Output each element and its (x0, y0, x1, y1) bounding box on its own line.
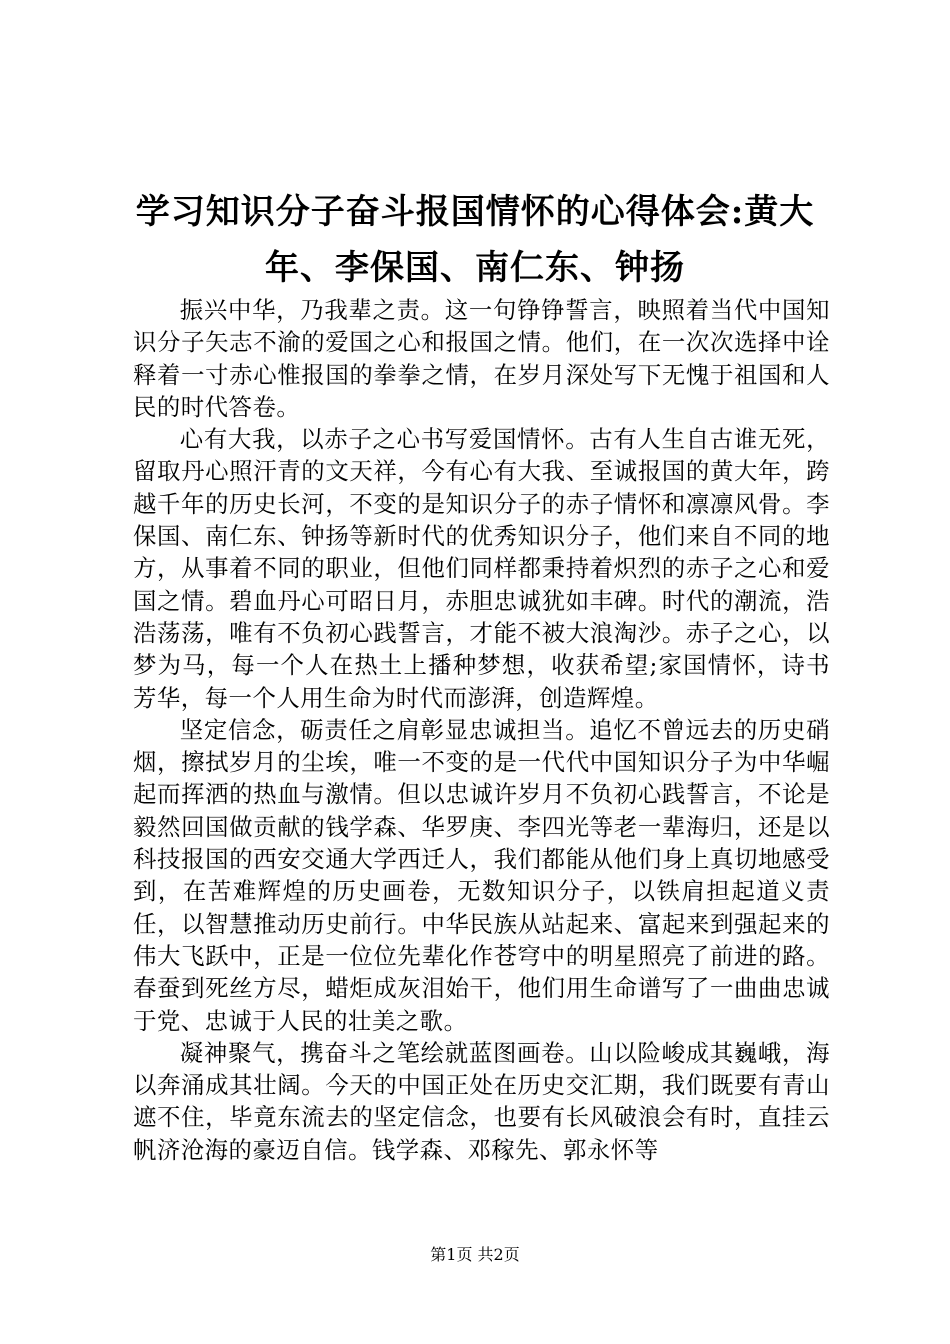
document-title: 学习知识分子奋斗报国情怀的心得体会:黄大年、李保国、南仁东、钟扬 (135, 192, 815, 288)
paragraph-4: 凝神聚气，携奋斗之笔绘就蓝图画卷。山以险峻成其巍峨，海以奔涌成其壮阔。今天的中国正处在历史交汇期，我们既要有青山遮不住，毕竟东流去的坚定信念，也要有长风破浪会有时，直挂云帆济沧海的豪迈自信。钱学森、邓稼先、郭永怀等 (133, 1038, 830, 1164)
paragraph-2: 心有大我，以赤子之心书写爱国情怀。古有人生自古谁无死，留取丹心照汗青的文天祥，今有心有大我、至诚报国的黄大年，跨越千年的历史长河，不变的是知识分子的赤子情怀和凛凛风骨。李保国、南仁东、钟扬等新时代的优秀知识分子，他们来自不同的地方，从事着不同的职业，但他们同样都秉持着炽烈的赤子之心和爱国之情。碧血丹心可昭日月，赤胆忠诚犹如丰碑。时代的潮流，浩浩荡荡，唯有不负初心践誓言，才能不被大浪淘沙。赤子之心，以梦为马，每一个人在热土上播种梦想，收获希望;家国情怀，诗书芳华，每一个人用生命为时代而澎湃，创造辉煌。 (133, 425, 830, 712)
paragraph-3: 坚定信念，砺责任之肩彰显忠诚担当。追忆不曾远去的历史硝烟，擦拭岁月的尘埃，唯一不变的是一代代中国知识分子为中华崛起而挥洒的热血与激情。但以忠诚许岁月不负初心践誓言，不论是毅然回国做贡献的钱学森、华罗庚、李四光等老一辈海归，还是以科技报国的西安交通大学西迁人，我们都能从他们身上真切地感受到，在苦难辉煌的历史画卷，无数知识分子，以铁肩担起道义责任，以智慧推动历史前行。中华民族从站起来、富起来到强起来的伟大飞跃中，正是一位位先辈化作苍穹中的明星照亮了前进的路。春蚕到死丝方尽，蜡炬成灰泪始干，他们用生命谱写了一曲曲忠诚于党、忠诚于人民的壮美之歌。 (133, 715, 830, 1035)
page-number-indicator: 第1页 共2页 (430, 1245, 520, 1264)
page-footer (0, 1245, 950, 1265)
paragraph-1: 振兴中华，乃我辈之责。这一句铮铮誓言，映照着当代中国知识分子矢志不渝的爱国之心和报国之情。他们，在一次次选择中诠释着一寸赤心惟报国的拳拳之情，在岁月深处写下无愧于祖国和人民的时代答卷。 (133, 296, 830, 421)
document-body (133, 294, 830, 1166)
